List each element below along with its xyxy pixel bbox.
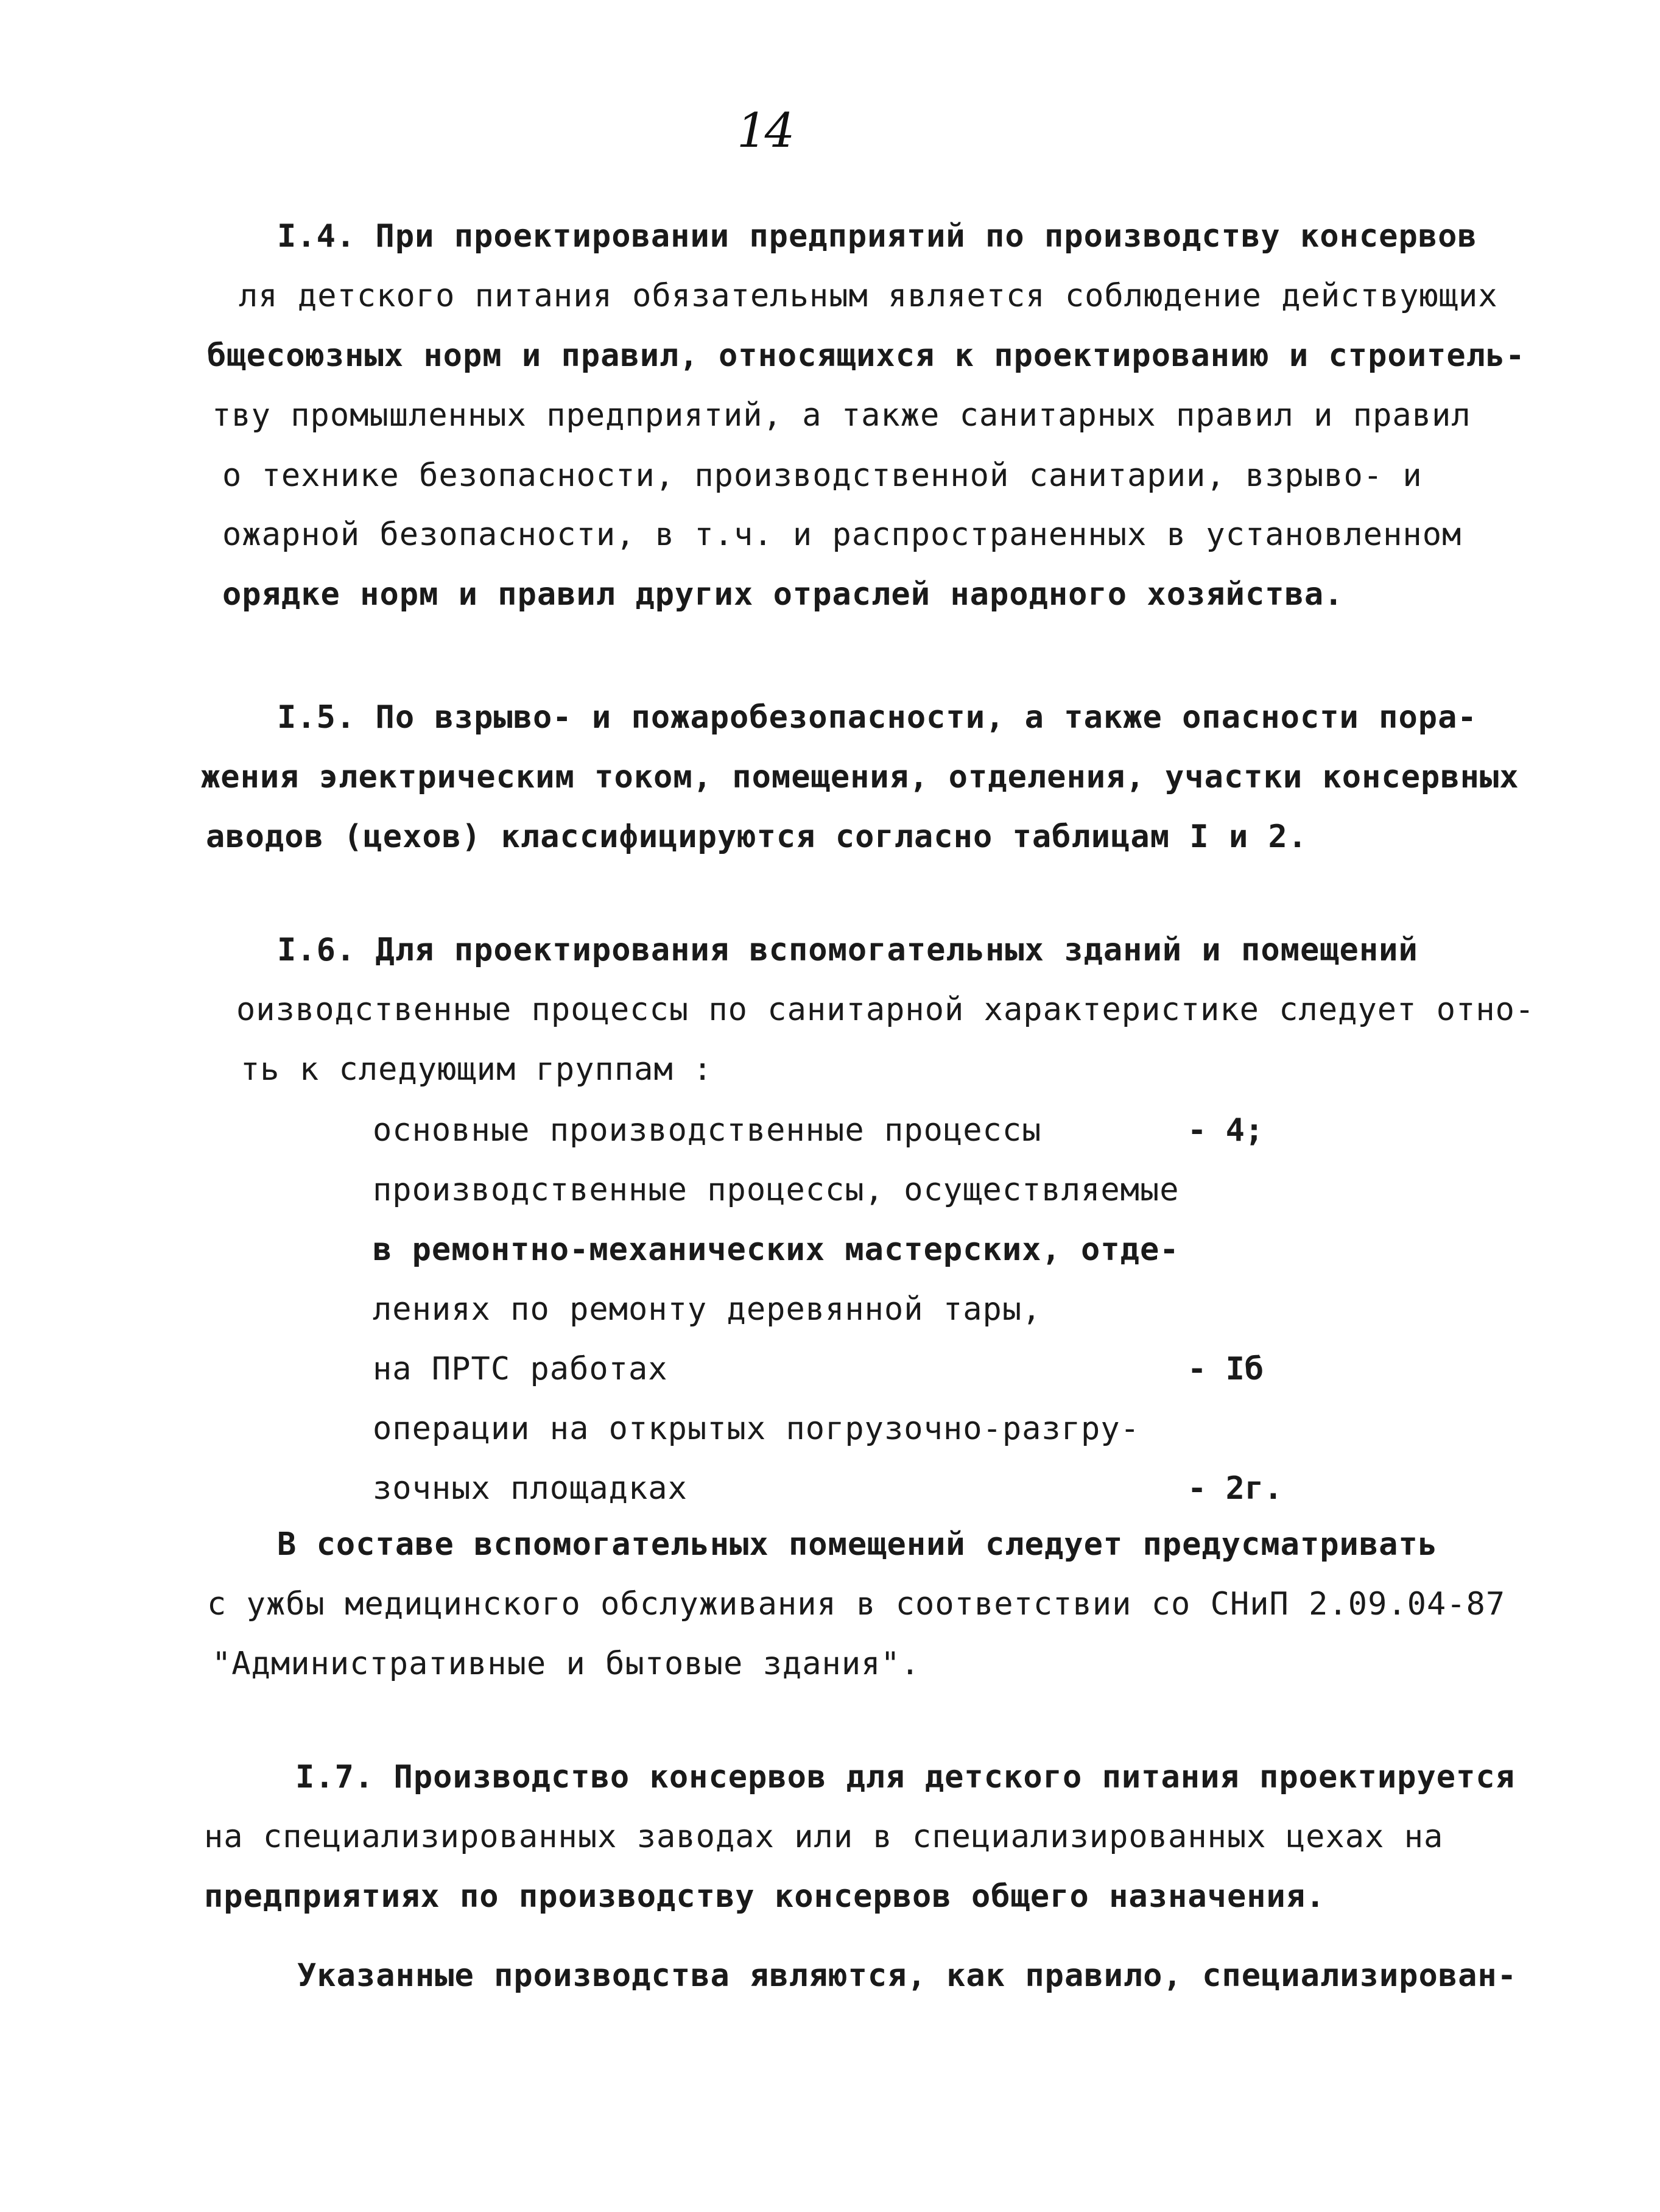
text-line: В составе вспомогательных помещений следует предусматривать — [277, 1526, 1438, 1563]
text-line: "Административные и бытовые здания". — [212, 1646, 921, 1682]
group-number: - Iб — [1187, 1351, 1264, 1387]
list-item: основные производственные процессы — [373, 1112, 1042, 1149]
text-line: Указанные производства являются, как правило, специализирован- — [297, 1957, 1518, 1994]
list-item: в ремонтно-механических мастерских, отде- — [373, 1231, 1180, 1268]
list-item: производственные процессы, осуществляемые — [373, 1172, 1180, 1208]
list-item: операции на открытых погрузочно-разгру- — [373, 1411, 1140, 1447]
list-item: на ПРТС работах — [373, 1351, 668, 1387]
text-line: ля детского питания обязательным является соблюдение действующих — [239, 278, 1498, 314]
text-line: I.7. Производство консервов для детского питания проектируется — [295, 1759, 1516, 1795]
text-line: I.4. При проектировании предприятий по производству консервов — [277, 218, 1477, 255]
text-line: о технике безопасности, производственной санитарии, взрыво- и — [222, 457, 1423, 494]
list-item: зочных площадках — [373, 1470, 688, 1507]
group-number: - 2г. — [1187, 1470, 1283, 1507]
text-line: ожарной безопасности, в т.ч. и распространенных в установленном — [222, 516, 1462, 553]
group-number: - 4; — [1187, 1112, 1264, 1149]
text-line: жения электрическим током, помещения, отделения, участки консервных — [201, 759, 1519, 795]
text-line: на специализированных заводах или в специализированных цехах на — [204, 1819, 1444, 1855]
text-line: оизводственные процессы по санитарной характеристике следует отно- — [236, 992, 1535, 1028]
page-number: 14 — [737, 104, 793, 158]
text-line: I.5. По взрыво- и пожаробезопасности, а также опасности пора- — [277, 699, 1477, 736]
text-line: аводов (цехов) классифицируются согласно таблицам I и 2. — [206, 819, 1308, 855]
text-line: ть к следующим группам : — [241, 1051, 713, 1088]
list-item: лениях по ремонту деревянной тары, — [373, 1291, 1042, 1328]
text-line: орядке норм и правил других отраслей народного хозяйства. — [222, 576, 1344, 613]
text-line: I.6. Для проектирования вспомогательных зданий и помещений — [277, 932, 1418, 968]
text-line: с ужбы медицинского обслуживания в соответствии со СНиП 2.09.04-87 — [207, 1586, 1506, 1622]
text-line: бщесоюзных норм и правил, относящихся к проектированию и строитель- — [207, 337, 1525, 374]
text-line: тву промышленных предприятий, а также санитарных правил и правил — [212, 397, 1471, 434]
text-line: предприятиях по производству консервов общего назначения. — [204, 1878, 1326, 1915]
